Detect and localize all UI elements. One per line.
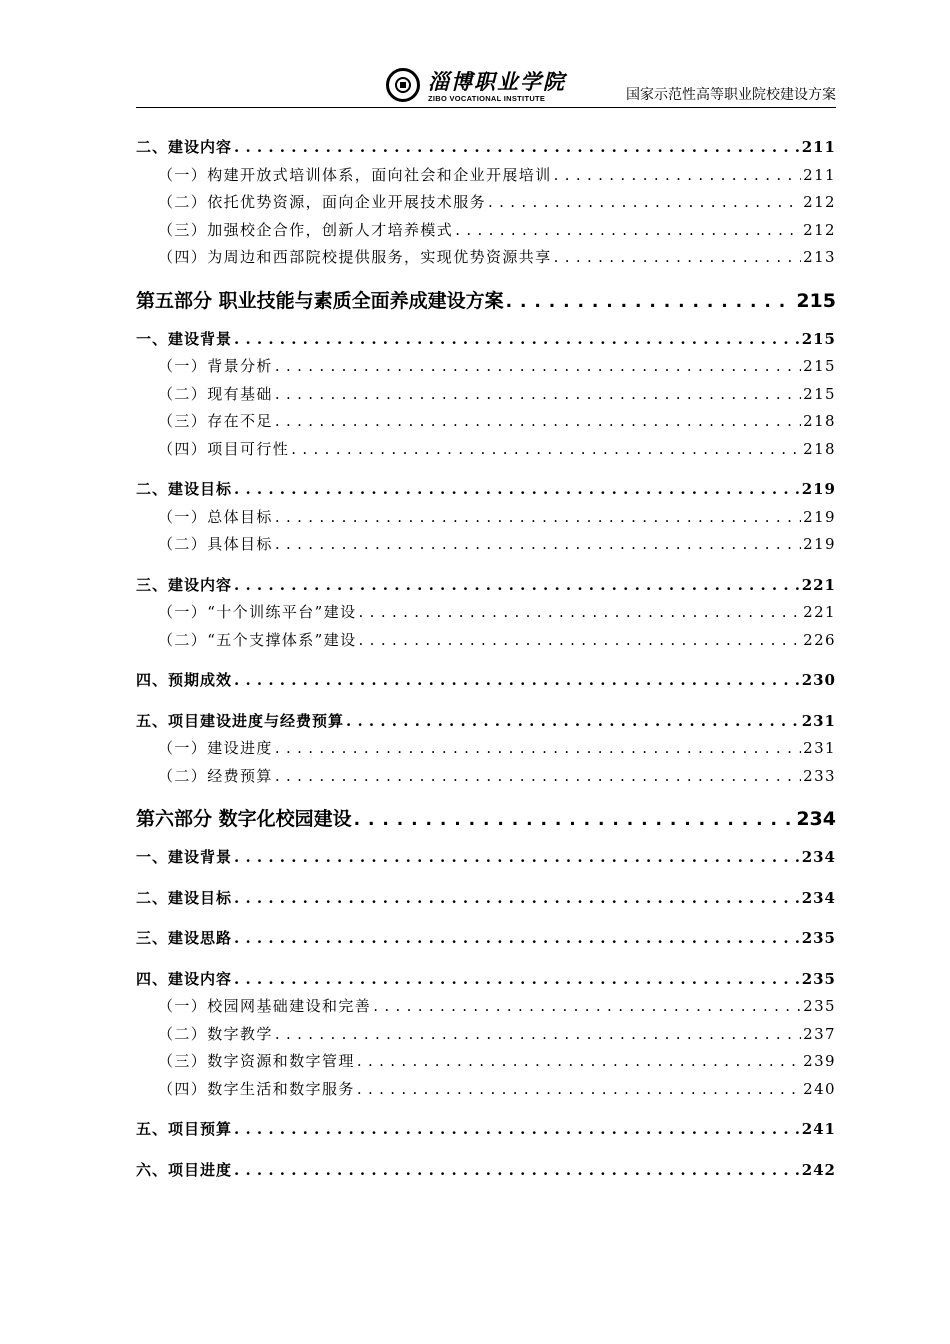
toc-leader-dots — [275, 412, 801, 430]
toc-entry-label: 三、建设思路 — [136, 929, 233, 947]
toc-page-number: 240 — [803, 1079, 836, 1098]
toc-page-number: 231 — [803, 739, 836, 757]
header-rule — [136, 107, 836, 108]
toc-entry-label: （三）加强校企合作，创新人才培养模式 — [158, 220, 454, 239]
toc-entry-sec[interactable] — [136, 574, 836, 602]
toc-entry-label: （一）“十个训练平台”建设 — [158, 603, 357, 621]
toc-page-number: 230 — [801, 671, 836, 689]
toc-entry-label: （三）数字资源和数字管理 — [158, 1052, 355, 1070]
toc-leader-dots — [359, 603, 802, 621]
toc-entry-sub[interactable] — [136, 1078, 836, 1106]
toc-entry-label: 二、建设目标 — [136, 480, 233, 498]
toc-entry-sub[interactable] — [136, 246, 836, 274]
toc-entry-sec[interactable] — [136, 1118, 836, 1146]
toc-entry-sub[interactable] — [136, 410, 836, 438]
toc-page-number: 215 — [803, 384, 836, 403]
toc-entry-label: （四）数字生活和数字服务 — [158, 1079, 355, 1098]
toc-leader-dots — [234, 889, 800, 907]
toc-leader-dots — [488, 193, 801, 211]
toc-page-number: 218 — [803, 412, 836, 430]
toc-entry-sec[interactable] — [136, 478, 836, 506]
toc-entry-label: （三）存在不足 — [158, 412, 273, 430]
toc-entry-sub[interactable] — [136, 1023, 836, 1051]
toc-entry-label: 第五部分 职业技能与素质全面养成建设方案 — [136, 289, 504, 312]
toc-page-number: 231 — [801, 711, 836, 730]
toc-entry-label: 五、项目建设进度与经费预算 — [136, 711, 345, 730]
toc-leader-dots — [346, 712, 800, 730]
toc-entry-label: （二）数字教学 — [158, 1024, 273, 1043]
toc-entry-sub[interactable] — [136, 355, 836, 383]
toc-page-number: 221 — [803, 603, 836, 621]
toc-leader-dots — [234, 138, 800, 156]
toc-leader-dots — [234, 848, 800, 866]
toc-page-number: 239 — [803, 1052, 836, 1070]
toc-entry-label: 二、建设目标 — [136, 888, 233, 907]
toc-leader-dots — [275, 357, 801, 375]
toc-leader-dots — [234, 576, 800, 594]
toc-page-number: 234 — [801, 888, 836, 907]
toc-leader-dots — [354, 810, 795, 830]
toc-leader-dots — [234, 671, 800, 689]
toc-page-number: 241 — [801, 1120, 836, 1138]
toc-entry-label: 一、建设背景 — [136, 329, 233, 348]
toc-leader-dots — [275, 535, 801, 553]
toc-entry-sub[interactable] — [136, 765, 836, 793]
toc-leader-dots — [554, 166, 802, 184]
toc-page-number: 212 — [803, 193, 836, 211]
toc-page-number: 215 — [796, 289, 836, 312]
toc-page-number: 211 — [801, 138, 836, 156]
toc-page-number: 242 — [801, 1160, 836, 1179]
toc-entry-sub[interactable] — [136, 737, 836, 765]
toc-entry-label: （四）项目可行性 — [158, 439, 290, 458]
toc-entry-label: （二）经费预算 — [158, 766, 273, 785]
toc-page-number: 235 — [803, 997, 836, 1015]
toc-leader-dots — [359, 631, 802, 649]
toc-leader-dots — [275, 739, 801, 757]
institute-logo — [386, 66, 576, 106]
toc-entry-label: （一）校园网基础建设和完善 — [158, 997, 372, 1015]
toc-entry-sec[interactable] — [136, 968, 836, 996]
toc-entry-sub[interactable] — [136, 191, 836, 219]
toc-entry-part[interactable] — [136, 286, 836, 318]
toc-page-number: 237 — [803, 1024, 836, 1043]
toc-leader-dots — [234, 970, 800, 988]
toc-page-number: 235 — [801, 969, 836, 988]
header-title: 国家示范性高等职业院校建设方案 — [626, 87, 836, 103]
toc-entry-sec[interactable] — [136, 328, 836, 356]
toc-page-number: 212 — [803, 220, 836, 239]
toc-page-number: 213 — [803, 248, 836, 266]
toc-entry-label: 五、项目预算 — [136, 1120, 233, 1138]
toc-entry-sub[interactable] — [136, 383, 836, 411]
toc-entry-sec[interactable] — [136, 669, 836, 697]
toc-entry-label: （一）构建开放式培训体系，面向社会和企业开展培训 — [158, 165, 552, 184]
toc-leader-dots — [275, 508, 801, 526]
toc-entry-sec[interactable] — [136, 927, 836, 955]
toc-entry-sub[interactable] — [136, 629, 836, 657]
toc-entry-sec[interactable] — [136, 887, 836, 915]
toc-entry-sub[interactable] — [136, 601, 836, 629]
institute-seal-icon — [386, 68, 420, 102]
toc-leader-dots — [357, 1080, 801, 1098]
toc-leader-dots — [234, 1161, 800, 1179]
toc-entry-label: 六、项目进度 — [136, 1160, 233, 1179]
toc-page-number: 234 — [801, 848, 836, 866]
toc-entry-label: 一、建设背景 — [136, 848, 233, 866]
toc-page-number: 234 — [796, 808, 836, 830]
toc-page-number: 219 — [801, 480, 836, 498]
toc-entry-sec[interactable] — [136, 136, 836, 164]
toc-leader-dots — [234, 929, 800, 947]
toc-entry-sub[interactable] — [136, 219, 836, 247]
toc-leader-dots — [373, 997, 801, 1015]
toc-leader-dots — [291, 440, 801, 458]
toc-entry-sub[interactable] — [136, 506, 836, 534]
toc-leader-dots — [234, 1120, 800, 1138]
toc-page-number: 215 — [803, 357, 836, 375]
toc-leader-dots — [234, 330, 800, 348]
toc-entry-label: （一）总体目标 — [158, 507, 273, 526]
toc-leader-dots — [234, 480, 800, 498]
toc-page-number: 219 — [803, 507, 836, 526]
toc-page-number: 218 — [803, 439, 836, 458]
toc-entry-label: 第六部分 数字化校园建设 — [136, 808, 352, 830]
toc-entry-label: （二）依托优势资源，面向企业开展技术服务 — [158, 193, 487, 211]
toc-entry-sec[interactable] — [136, 710, 836, 738]
toc-entry-label: （二）具体目标 — [158, 535, 273, 553]
logo-chinese-name: 淄博职业学院 — [428, 69, 566, 94]
toc-entry-sub[interactable] — [136, 995, 836, 1023]
toc-leader-dots — [455, 221, 801, 239]
toc-leader-dots — [554, 248, 802, 266]
toc-entry-label: （四）为周边和西部院校提供服务，实现优势资源共享 — [158, 248, 552, 266]
toc-entry-sub[interactable] — [136, 1050, 836, 1078]
table-of-contents — [136, 136, 836, 1186]
page-header — [136, 64, 836, 108]
toc-leader-dots — [275, 385, 801, 403]
toc-leader-dots — [506, 292, 795, 312]
toc-page-number: 226 — [803, 630, 836, 649]
toc-page-number: 215 — [801, 329, 836, 348]
toc-leader-dots — [275, 767, 801, 785]
toc-page-number: 221 — [801, 575, 836, 594]
toc-entry-sec[interactable] — [136, 846, 836, 874]
toc-page-number: 235 — [801, 929, 836, 947]
toc-page-number: 219 — [803, 535, 836, 553]
toc-entry-label: （二）“五个支撑体系”建设 — [158, 630, 357, 649]
toc-page-number: 233 — [803, 766, 836, 785]
toc-entry-label: 三、建设内容 — [136, 575, 233, 594]
toc-entry-part[interactable] — [136, 804, 836, 836]
toc-entry-sub[interactable] — [136, 164, 836, 192]
toc-entry-sec[interactable] — [136, 1159, 836, 1187]
toc-leader-dots — [357, 1052, 801, 1070]
toc-entry-label: （一）建设进度 — [158, 739, 273, 757]
toc-entry-label: 二、建设内容 — [136, 138, 233, 156]
toc-entry-label: （一）背景分析 — [158, 357, 273, 375]
toc-entry-label: 四、预期成效 — [136, 671, 233, 689]
logo-english-name: ZIBO VOCATIONAL INSTITUTE — [428, 94, 546, 103]
toc-leader-dots — [275, 1025, 801, 1043]
toc-page-number: 211 — [803, 165, 836, 184]
toc-entry-label: （二）现有基础 — [158, 384, 273, 403]
toc-entry-sub[interactable] — [136, 438, 836, 466]
toc-entry-label: 四、建设内容 — [136, 969, 233, 988]
toc-entry-sub[interactable] — [136, 533, 836, 561]
